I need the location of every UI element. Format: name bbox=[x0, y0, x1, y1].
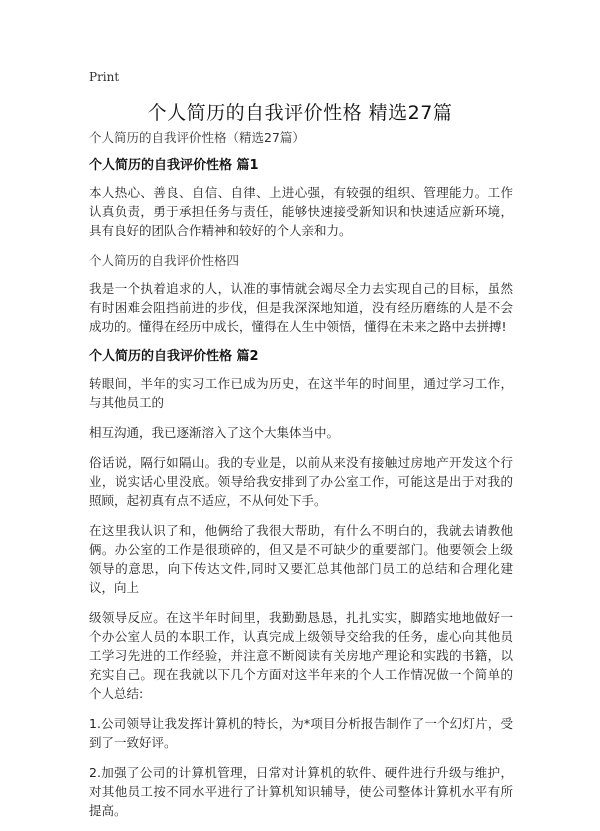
section-2-paragraph: 转眼间，半年的实习工作已成为历史，在这半年的时间里，通过学习工作，与其他员工的 bbox=[89, 376, 513, 410]
section-2-paragraph: 2.加强了公司的计算机管理，日常对计算机的软件、硬件进行升级与维护，对其他员工按不同水平进行了计算机知识辅导，使公司整体计算机水平有所提高。 bbox=[89, 765, 513, 818]
section-heading-2: 个人简历的自我评价性格 篇2 bbox=[89, 349, 259, 364]
section-heading-1: 个人简历的自我评价性格 篇1 bbox=[89, 158, 259, 173]
page-title: 个人简历的自我评价性格 精选27篇 bbox=[147, 102, 453, 124]
print-link[interactable]: Print bbox=[89, 70, 120, 84]
section-2-paragraph: 俗话说，隔行如隔山。我的专业是，以前从来没有接触过房地产开发这个行业，说实话心里没底。领导给我安排到了办公室工作，可能这是出于对我的照顾，起初真有点不适应，不从何处下手。 bbox=[89, 455, 513, 508]
section-1-subheading: 个人简历的自我评价性格四 bbox=[89, 253, 240, 268]
section-1-paragraph: 本人热心、善良、自信、自律、上进心强，有较强的组织、管理能力。工作认真负责，勇于承担任务与责任，能够快速接受新知识和快速适应新环境，具有良好的团队合作精神和较好的个人亲和力。 bbox=[89, 185, 513, 238]
document-subtitle: 个人简历的自我评价性格（精选27篇） bbox=[89, 130, 305, 145]
section-2-paragraph: 相互沟通，我已逐渐溶入了这个大集体当中。 bbox=[89, 425, 340, 440]
section-2-paragraph: 1.公司领导让我发挥计算机的特长，为*项目分析报告制作了一个幻灯片，受到了一致好评。 bbox=[89, 716, 513, 750]
section-2-paragraph: 在这里我认识了和，他俩给了我很大帮助，有什么不明白的，我就去请教他俩。办公室的工作是很琐碎的，但又是不可缺少的重要部门。他要领会上级领导的意思，向下传达文件,同时又要汇总其他部门员工的总结和合理化建议，向上 bbox=[89, 523, 513, 595]
section-2-paragraph: 级领导反应。在这半年时间里，我勤勤恳恳，扎扎实实，脚踏实地地做好一个办公室人员的本职工作，认真完成上级领导交给我的任务，虚心向其他员工学习先进的工作经验，并注意不断阅读有关房地产理论和实践的书籍，以充实自己。现在我就以下几个方面对这半年来的个人工作情况做一个简单的个人总结: bbox=[89, 610, 513, 701]
document-body bbox=[89, 128, 513, 831]
section-1-paragraph: 我是一个执着追求的人，认准的事情就会竭尽全力去实现自己的目标，虽然有时困难会阻挡前进的步伐，但是我深深地知道，没有经历磨练的人是不会成功的。懂得在经历中成长，懂得在人生中领悟，懂得在未来之路中去拼搏! bbox=[89, 281, 513, 334]
